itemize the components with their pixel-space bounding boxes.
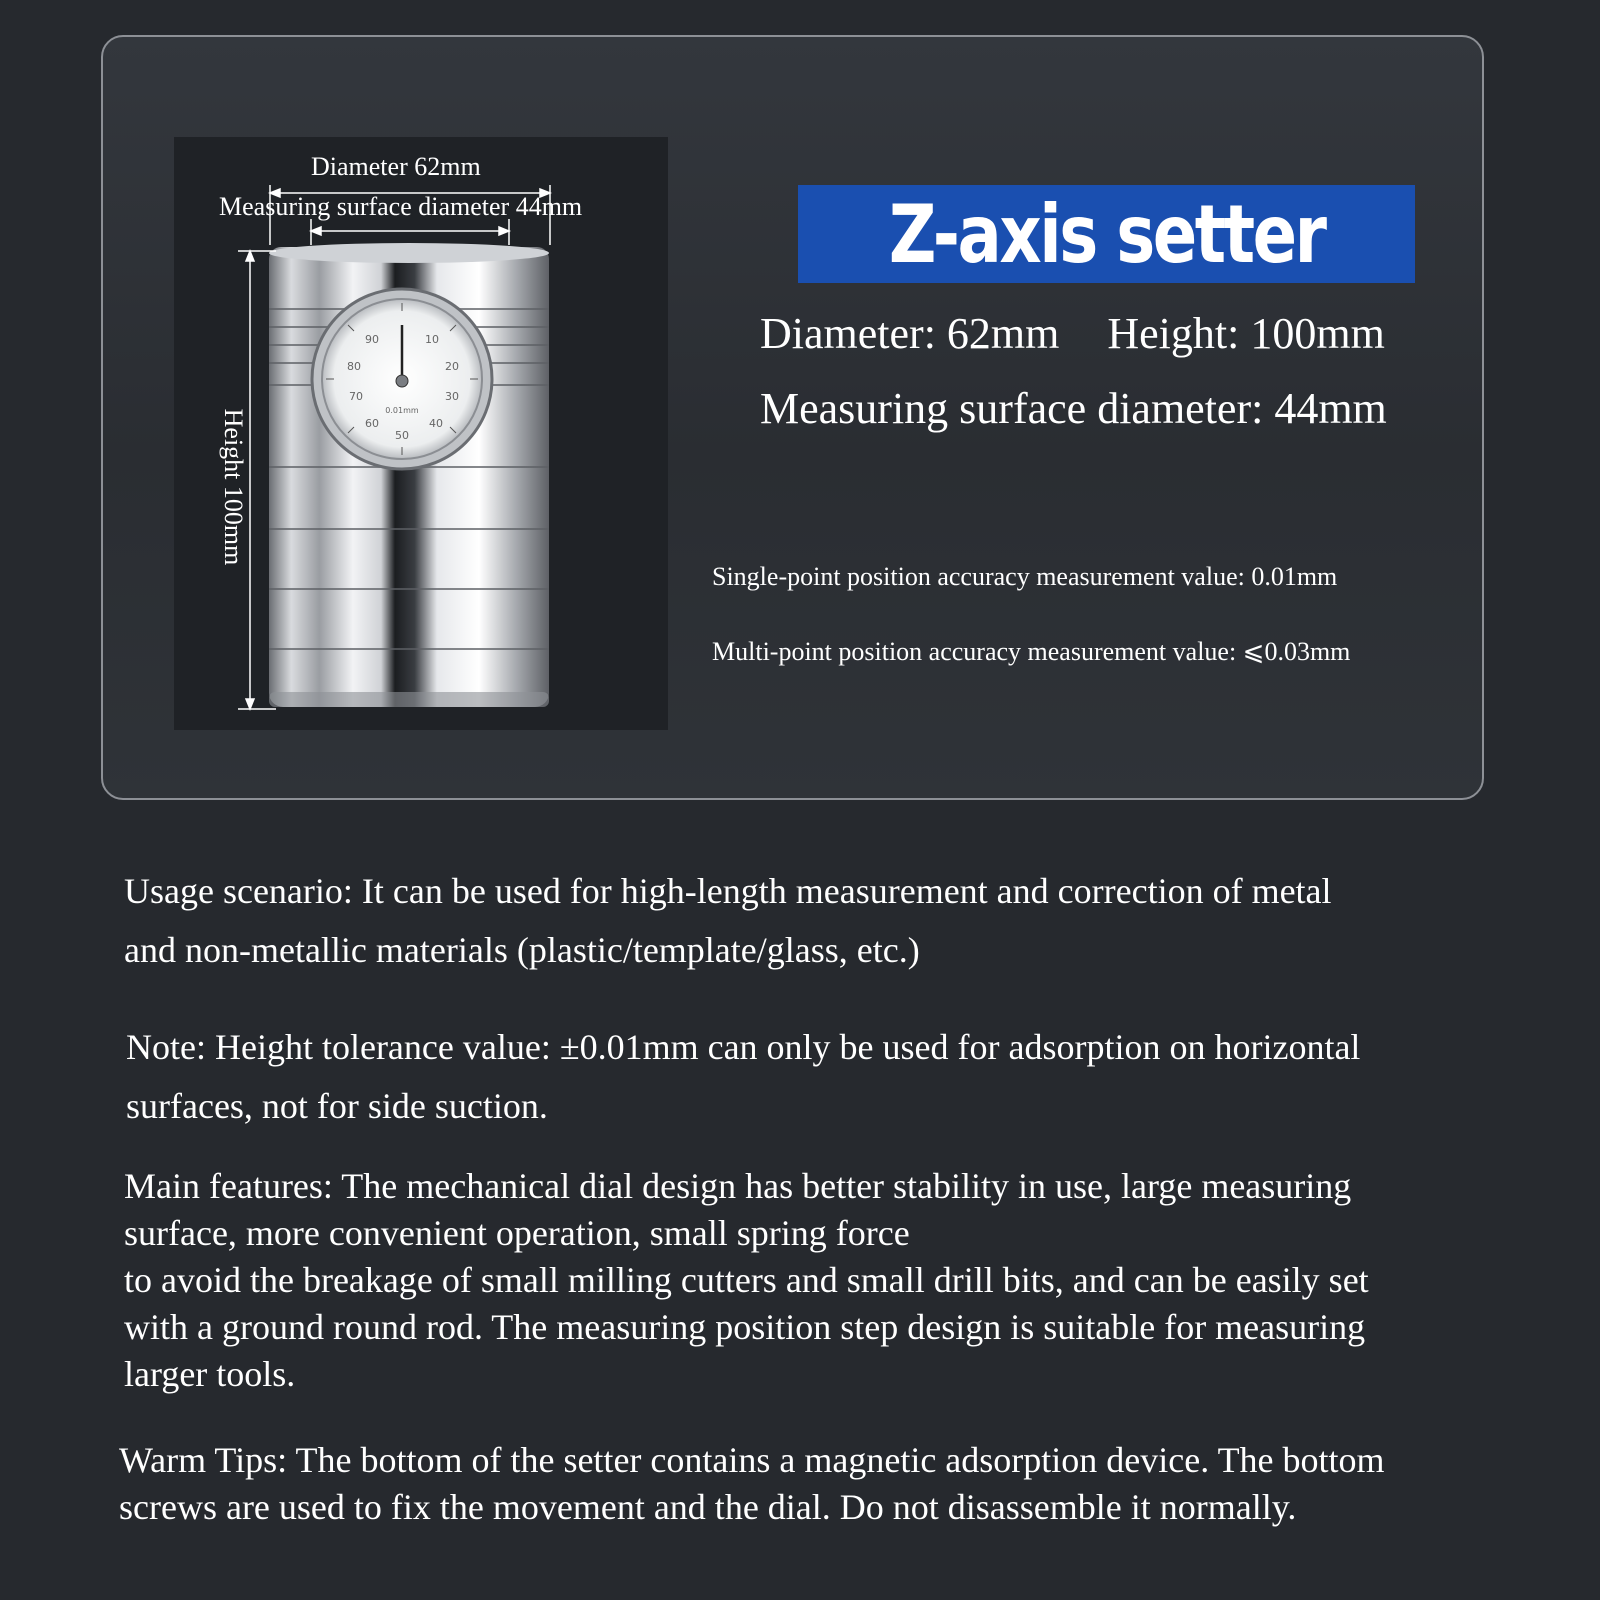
main-features bbox=[124, 1163, 1544, 1398]
usage-line-1: Usage scenario: It can be used for high-length measurement and correction of metal bbox=[124, 871, 1332, 911]
dial-unit: 0.01mm bbox=[385, 406, 419, 415]
spec-surface: Measuring surface diameter: 44mm bbox=[760, 384, 1387, 433]
spec-dimensions bbox=[760, 308, 1385, 359]
height-dimension-label: Height 100mm bbox=[219, 408, 248, 566]
single-point-accuracy: Single-point position accuracy measurement value: 0.01mm bbox=[712, 562, 1338, 591]
dial-num-90: 90 bbox=[365, 333, 379, 346]
surface-dimension-label: Measuring surface diameter 44mm bbox=[219, 192, 583, 221]
usage-line-2: and non-metallic materials (plastic/template/glass, etc.) bbox=[124, 930, 920, 970]
dial-num-70: 70 bbox=[349, 390, 363, 403]
product-photo bbox=[174, 137, 668, 730]
dial-num-10: 10 bbox=[425, 333, 439, 346]
spec-height: Height: 100mm bbox=[1107, 309, 1385, 358]
dial-hub bbox=[396, 375, 408, 387]
multi-point-accuracy: Multi-point position accuracy measurement value: ⩽0.03mm bbox=[712, 637, 1351, 666]
dial-num-80: 80 bbox=[347, 360, 361, 373]
dial-num-60: 60 bbox=[365, 417, 379, 430]
features-line-4: with a ground round rod. The measuring position step design is suitable for measuring bbox=[124, 1307, 1366, 1347]
features-line-5: larger tools. bbox=[124, 1354, 296, 1394]
usage-scenario bbox=[124, 862, 1544, 980]
spec-diameter: Diameter: 62mm bbox=[760, 309, 1060, 358]
dial-num-30: 30 bbox=[445, 390, 459, 403]
tips-line-1: Warm Tips: The bottom of the setter contains a magnetic adsorption device. The bottom bbox=[119, 1440, 1385, 1480]
dial-num-40: 40 bbox=[429, 417, 443, 430]
features-line-3: to avoid the breakage of small milling cutters and small drill bits, and can be easily set bbox=[124, 1260, 1369, 1300]
height-note bbox=[126, 1018, 1546, 1136]
warm-tips bbox=[119, 1437, 1539, 1531]
setter-illustration bbox=[174, 137, 668, 730]
dial-num-50: 50 bbox=[395, 429, 409, 442]
diameter-dimension-label: Diameter 62mm bbox=[311, 152, 481, 181]
features-line-1: Main features: The mechanical dial design has better stability in use, large measuring bbox=[124, 1166, 1352, 1206]
note-line-1: Note: Height tolerance value: ±0.01mm can only be used for adsorption on horizontal bbox=[126, 1027, 1361, 1067]
features-line-2: surface, more convenient operation, small spring force bbox=[124, 1213, 910, 1253]
product-title: Z-axis setter bbox=[888, 187, 1325, 281]
tips-line-2: screws are used to fix the movement and the dial. Do not disassemble it normally. bbox=[119, 1487, 1297, 1527]
dial-num-20: 20 bbox=[445, 360, 459, 373]
note-line-2: surfaces, not for side suction. bbox=[126, 1086, 548, 1126]
title-banner bbox=[798, 185, 1415, 283]
top-ellipse bbox=[269, 243, 549, 263]
